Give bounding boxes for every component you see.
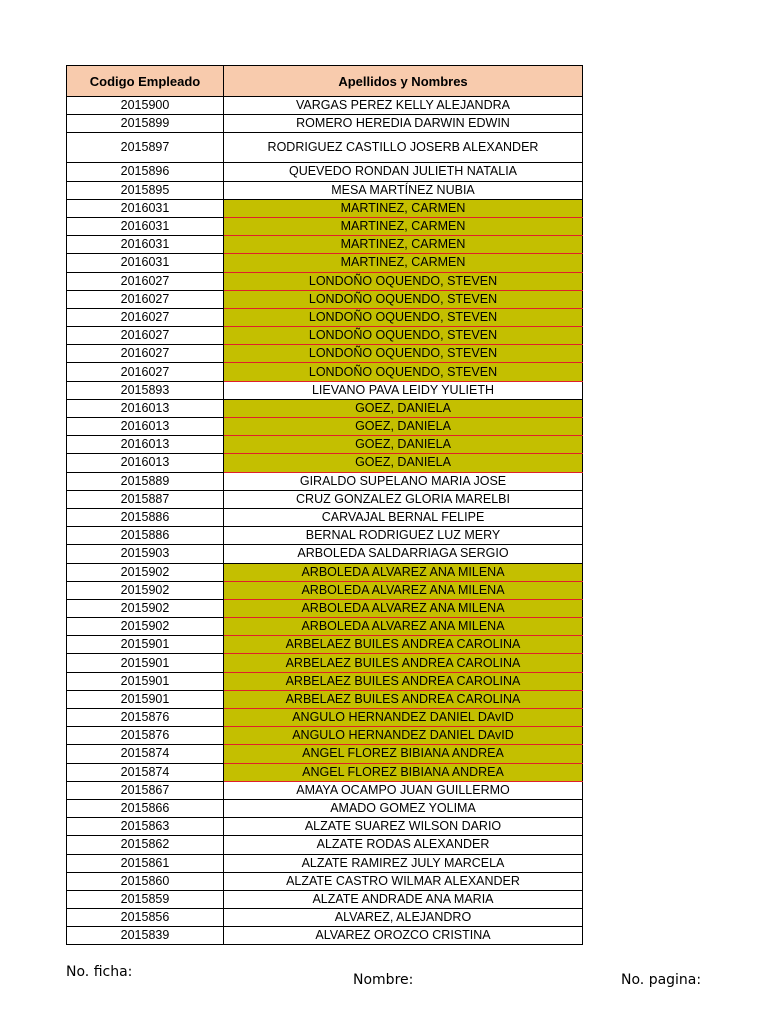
table-row: [67, 97, 583, 115]
employee-name-cell: LONDOÑO OQUENDO, STEVEN: [224, 363, 583, 381]
table-row: [67, 115, 583, 133]
table-row: [67, 618, 583, 636]
employee-name-cell: CRUZ GONZALEZ GLORIA MARELBI: [224, 490, 583, 508]
table-row: [67, 199, 583, 217]
employee-name-cell: GOEZ, DANIELA: [224, 436, 583, 454]
employee-name-cell: VARGAS PEREZ KELLY ALEJANDRA: [224, 97, 583, 115]
table-row: [67, 381, 583, 399]
employee-code-cell: 2015899: [67, 115, 224, 133]
table-row: [67, 181, 583, 199]
employee-name-cell: MARTINEZ, CARMEN: [224, 199, 583, 217]
table-row: [67, 399, 583, 417]
employee-name-cell: AMAYA OCAMPO JUAN GUILLERMO: [224, 781, 583, 799]
table-row: [67, 290, 583, 308]
employee-code-cell: 2015856: [67, 909, 224, 927]
table-row: [67, 508, 583, 526]
employee-name-cell: LIEVANO PAVA LEIDY YULIETH: [224, 381, 583, 399]
employee-name-cell: ARBOLEDA ALVAREZ ANA MILENA: [224, 599, 583, 617]
table-row: [67, 581, 583, 599]
employee-name-cell: ANGULO HERNANDEZ DANIEL DAvID: [224, 727, 583, 745]
employee-name-cell: GIRALDO SUPELANO MARIA JOSE: [224, 472, 583, 490]
table-row: [67, 563, 583, 581]
table-row: [67, 781, 583, 799]
employee-code-cell: 2015867: [67, 781, 224, 799]
employee-code-cell: 2015862: [67, 836, 224, 854]
employee-code-cell: 2015889: [67, 472, 224, 490]
table-row: [67, 490, 583, 508]
table-row: [67, 818, 583, 836]
employee-name-cell: LONDOÑO OQUENDO, STEVEN: [224, 290, 583, 308]
employee-name-cell: MESA MARTÍNEZ NUBIA: [224, 181, 583, 199]
table-row: [67, 217, 583, 235]
table-row: [67, 163, 583, 181]
employee-code-cell: 2016027: [67, 272, 224, 290]
employee-name-cell: ARBOLEDA ALVAREZ ANA MILENA: [224, 563, 583, 581]
employee-code-cell: 2015839: [67, 927, 224, 945]
table-row: [67, 927, 583, 945]
employee-code-cell: 2016031: [67, 217, 224, 235]
employee-name-cell: GOEZ, DANIELA: [224, 399, 583, 417]
employee-name-cell: ARBELAEZ BUILES ANDREA CAROLINA: [224, 672, 583, 690]
employee-name-cell: LONDOÑO OQUENDO, STEVEN: [224, 272, 583, 290]
table-row: [67, 454, 583, 472]
employee-code-cell: 2015866: [67, 799, 224, 817]
employee-name-cell: ALZATE SUAREZ WILSON DARIO: [224, 818, 583, 836]
employee-code-cell: 2015895: [67, 181, 224, 199]
employee-name-cell: ALZATE RAMIREZ JULY MARCELA: [224, 854, 583, 872]
table-row: [67, 727, 583, 745]
table-row: [67, 763, 583, 781]
header-apellidos-nombres: Apellidos y Nombres: [224, 66, 583, 97]
employee-code-cell: 2016031: [67, 236, 224, 254]
employee-code-cell: 2016027: [67, 327, 224, 345]
table-row: [67, 909, 583, 927]
table-row: [67, 418, 583, 436]
table-row: [67, 133, 583, 163]
employee-code-cell: 2015901: [67, 654, 224, 672]
employee-name-cell: ARBELAEZ BUILES ANDREA CAROLINA: [224, 636, 583, 654]
employee-name-cell: GOEZ, DANIELA: [224, 418, 583, 436]
table-row: [67, 345, 583, 363]
table-row: [67, 636, 583, 654]
employee-code-cell: 2015901: [67, 690, 224, 708]
employee-code-cell: 2015902: [67, 599, 224, 617]
employee-code-cell: 2015902: [67, 581, 224, 599]
employee-code-cell: 2015893: [67, 381, 224, 399]
employee-code-cell: 2015863: [67, 818, 224, 836]
employee-code-cell: 2016013: [67, 436, 224, 454]
table-row: [67, 799, 583, 817]
employee-name-cell: ANGEL FLOREZ BIBIANA ANDREA: [224, 763, 583, 781]
employee-name-cell: ARBELAEZ BUILES ANDREA CAROLINA: [224, 654, 583, 672]
table-header-row: [67, 66, 583, 97]
table-row: [67, 690, 583, 708]
employee-name-cell: CARVAJAL BERNAL FELIPE: [224, 508, 583, 526]
employee-name-cell: QUEVEDO RONDAN JULIETH NATALIA: [224, 163, 583, 181]
employee-table: [66, 65, 583, 945]
employee-name-cell: LONDOÑO OQUENDO, STEVEN: [224, 327, 583, 345]
table-row: [67, 254, 583, 272]
table-row: [67, 527, 583, 545]
employee-name-cell: RODRIGUEZ CASTILLO JOSERB ALEXANDER: [224, 133, 583, 163]
employee-name-cell: ALZATE CASTRO WILMAR ALEXANDER: [224, 872, 583, 890]
employee-code-cell: 2015860: [67, 872, 224, 890]
employee-code-cell: 2015874: [67, 763, 224, 781]
table-body: [67, 97, 583, 945]
employee-code-cell: 2016027: [67, 308, 224, 326]
employee-code-cell: 2015876: [67, 709, 224, 727]
table-row: [67, 672, 583, 690]
employee-name-cell: ALZATE ANDRADE ANA MARIA: [224, 890, 583, 908]
footer-ficha-label: No. ficha:: [66, 964, 133, 980]
header-codigo-empleado: Codigo Empleado: [67, 66, 224, 97]
table-row: [67, 836, 583, 854]
employee-name-cell: ANGEL FLOREZ BIBIANA ANDREA: [224, 745, 583, 763]
employee-name-cell: ARBOLEDA SALDARRIAGA SERGIO: [224, 545, 583, 563]
table-row: [67, 308, 583, 326]
employee-code-cell: 2015901: [67, 672, 224, 690]
employee-code-cell: 2016013: [67, 399, 224, 417]
employee-code-cell: 2015859: [67, 890, 224, 908]
employee-name-cell: ALZATE RODAS ALEXANDER: [224, 836, 583, 854]
employee-name-cell: MARTINEZ, CARMEN: [224, 236, 583, 254]
employee-name-cell: LONDOÑO OQUENDO, STEVEN: [224, 345, 583, 363]
employee-name-cell: ARBOLEDA ALVAREZ ANA MILENA: [224, 581, 583, 599]
employee-code-cell: 2015900: [67, 97, 224, 115]
employee-code-cell: 2015902: [67, 618, 224, 636]
employee-name-cell: BERNAL RODRIGUEZ LUZ MERY: [224, 527, 583, 545]
table-row: [67, 872, 583, 890]
employee-code-cell: 2016027: [67, 345, 224, 363]
employee-code-cell: 2015901: [67, 636, 224, 654]
table-row: [67, 709, 583, 727]
employee-code-cell: 2016013: [67, 454, 224, 472]
employee-code-cell: 2016027: [67, 290, 224, 308]
employee-name-cell: ALVAREZ, ALEJANDRO: [224, 909, 583, 927]
employee-code-cell: 2015896: [67, 163, 224, 181]
employee-name-cell: GOEZ, DANIELA: [224, 454, 583, 472]
footer-nombre-label: Nombre:: [353, 972, 414, 988]
employee-name-cell: ARBELAEZ BUILES ANDREA CAROLINA: [224, 690, 583, 708]
table-row: [67, 363, 583, 381]
employee-code-cell: 2015886: [67, 508, 224, 526]
employee-code-cell: 2016027: [67, 363, 224, 381]
employee-name-cell: ALVAREZ OROZCO CRISTINA: [224, 927, 583, 945]
employee-code-cell: 2015897: [67, 133, 224, 163]
employee-code-cell: 2016031: [67, 199, 224, 217]
employee-code-cell: 2015876: [67, 727, 224, 745]
employee-name-cell: ANGULO HERNANDEZ DANIEL DAvID: [224, 709, 583, 727]
table-row: [67, 272, 583, 290]
table-row: [67, 654, 583, 672]
table-row: [67, 745, 583, 763]
employee-code-cell: 2016031: [67, 254, 224, 272]
employee-name-cell: MARTINEZ, CARMEN: [224, 217, 583, 235]
employee-name-cell: MARTINEZ, CARMEN: [224, 254, 583, 272]
employee-code-cell: 2015861: [67, 854, 224, 872]
table-row: [67, 327, 583, 345]
table-row: [67, 472, 583, 490]
table-row: [67, 599, 583, 617]
employee-code-cell: 2015903: [67, 545, 224, 563]
table-row: [67, 436, 583, 454]
employee-name-cell: ARBOLEDA ALVAREZ ANA MILENA: [224, 618, 583, 636]
employee-code-cell: 2015902: [67, 563, 224, 581]
employee-name-cell: LONDOÑO OQUENDO, STEVEN: [224, 308, 583, 326]
footer-pagina-label: No. pagina:: [621, 972, 702, 988]
employee-name-cell: ROMERO HEREDIA DARWIN EDWIN: [224, 115, 583, 133]
table-row: [67, 545, 583, 563]
employee-name-cell: AMADO GOMEZ YOLIMA: [224, 799, 583, 817]
table-row: [67, 236, 583, 254]
employee-code-cell: 2015886: [67, 527, 224, 545]
employee-code-cell: 2015874: [67, 745, 224, 763]
table-row: [67, 890, 583, 908]
employee-code-cell: 2015887: [67, 490, 224, 508]
table-row: [67, 854, 583, 872]
employee-code-cell: 2016013: [67, 418, 224, 436]
